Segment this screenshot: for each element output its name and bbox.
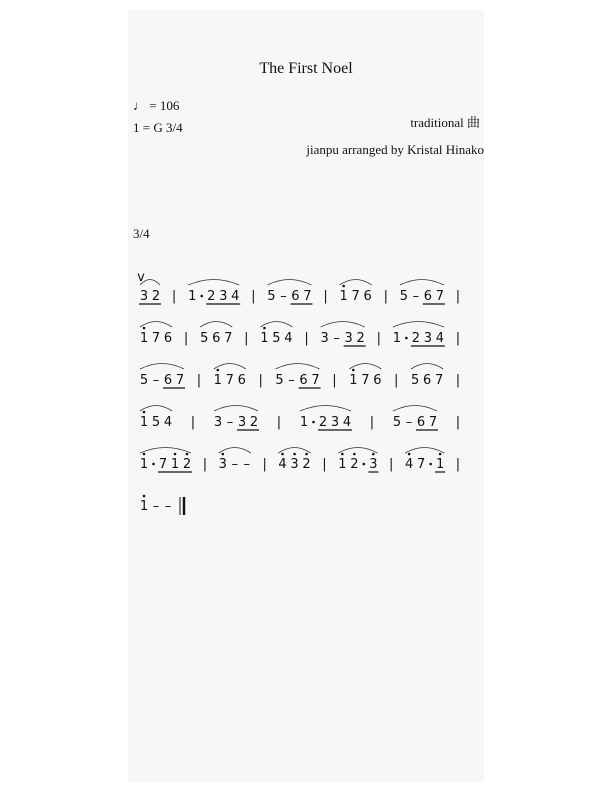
octave-dot xyxy=(143,453,146,456)
note-digit: 1 xyxy=(139,415,149,430)
note-digit: 6 xyxy=(373,373,382,388)
slur-arc xyxy=(200,322,232,328)
octave-dot xyxy=(143,495,146,498)
octave-dot xyxy=(174,453,177,456)
barline: | xyxy=(262,457,267,472)
note-digit: 2 xyxy=(356,331,365,346)
note-digit: 5 xyxy=(151,415,161,430)
breath-mark: v xyxy=(137,270,145,285)
note-digit: 5 xyxy=(275,373,284,388)
slur-arc xyxy=(140,322,172,328)
slur-arc xyxy=(188,280,239,286)
slur-arc xyxy=(140,364,184,370)
note-digit: 1 xyxy=(139,499,149,514)
note-digit: 3 xyxy=(423,331,433,346)
note-digit: 4 xyxy=(163,415,173,430)
note-digit: 3 xyxy=(219,289,228,304)
slur-arc xyxy=(340,280,372,286)
note-digit: 1 xyxy=(392,331,402,346)
note-digit: 7 xyxy=(224,331,233,346)
octave-dot xyxy=(305,453,308,456)
note-digit: 2 xyxy=(182,457,192,472)
octave-dot xyxy=(341,453,344,456)
time-signature: 3/4 xyxy=(133,226,150,241)
dash-extension: – xyxy=(333,331,340,346)
note-digit: 5 xyxy=(399,289,409,304)
barline: | xyxy=(332,373,337,388)
note-digit: 6 xyxy=(363,289,372,304)
dash-extension: – xyxy=(164,499,172,514)
dash-extension: – xyxy=(226,415,234,430)
dash-extension: – xyxy=(405,415,413,430)
octave-dot xyxy=(263,327,266,330)
note-digit: 3 xyxy=(320,331,329,346)
barline: | xyxy=(190,415,196,430)
slur-arc xyxy=(405,448,444,454)
dash-extension: – xyxy=(280,289,287,304)
note-digit: 6 xyxy=(291,289,300,304)
slur-arc xyxy=(276,364,320,370)
octave-dot xyxy=(216,369,219,372)
note-digit: 7 xyxy=(303,289,312,304)
barline: | xyxy=(304,331,309,346)
note-digit: 4 xyxy=(342,415,352,430)
barline: | xyxy=(202,457,208,472)
note-digit: 4 xyxy=(404,457,414,472)
barline: | xyxy=(183,331,189,346)
note-digit: 2 xyxy=(411,331,421,346)
note-digit: 6 xyxy=(299,373,308,388)
barline: | xyxy=(455,415,461,430)
note-digit: 6 xyxy=(163,373,173,388)
note-digit: 1 xyxy=(188,289,197,304)
barline: | xyxy=(276,415,282,430)
slur-arc xyxy=(214,406,258,412)
barline: | xyxy=(258,373,263,388)
note-digit: 7 xyxy=(416,457,426,472)
note-digit: 1 xyxy=(260,331,269,346)
tempo-value: = 106 xyxy=(149,98,180,113)
octave-dot xyxy=(143,327,146,330)
augmentation-dot xyxy=(363,463,366,466)
slur-arc xyxy=(300,406,351,412)
slur-arc xyxy=(393,406,437,412)
quarter-note-icon: ♩ xyxy=(133,98,146,113)
slur-arc xyxy=(338,448,377,454)
octave-dot xyxy=(281,453,284,456)
dash-extension: – xyxy=(231,457,239,472)
note-digit: 1 xyxy=(349,373,358,388)
note-digit: 1 xyxy=(139,331,149,346)
note-digit: 3 xyxy=(344,331,353,346)
dash-extension: – xyxy=(412,289,420,304)
barline: | xyxy=(455,289,461,304)
note-digit: 2 xyxy=(350,457,359,472)
note-digit: 2 xyxy=(151,289,161,304)
augmentation-dot xyxy=(429,463,432,466)
key-signature: 1 = G 3/4 xyxy=(133,120,183,135)
note-digit: 7 xyxy=(435,289,445,304)
song-title: The First Noel xyxy=(259,60,353,77)
octave-dot xyxy=(221,453,224,456)
dash-extension: – xyxy=(152,373,160,388)
note-digit: 3 xyxy=(290,457,299,472)
note-digit: 1 xyxy=(170,457,180,472)
augmentation-dot xyxy=(152,463,155,466)
note-digit: 4 xyxy=(284,331,293,346)
note-digit: 2 xyxy=(318,415,328,430)
barline: | xyxy=(196,373,202,388)
slur-arc xyxy=(140,448,191,454)
note-digit: 6 xyxy=(416,415,426,430)
augmentation-dot xyxy=(405,337,408,340)
note-digit: 7 xyxy=(151,331,161,346)
note-digit: 3 xyxy=(218,457,227,472)
note-digit: 5 xyxy=(139,373,149,388)
note-digit: 6 xyxy=(212,331,221,346)
note-digit: 7 xyxy=(434,373,444,388)
note-digit: 3 xyxy=(237,415,247,430)
note-digit: 6 xyxy=(423,289,433,304)
note-digit: 4 xyxy=(278,457,287,472)
note-digit: 7 xyxy=(351,289,360,304)
note-digit: 5 xyxy=(272,331,281,346)
barline: | xyxy=(394,373,399,388)
note-digit: 1 xyxy=(435,457,445,472)
slur-arc xyxy=(214,364,246,370)
note-digit: 3 xyxy=(369,457,378,472)
barline: | xyxy=(389,457,394,472)
note-digit: 2 xyxy=(207,289,216,304)
slur-arc xyxy=(321,322,365,328)
note-digit: 4 xyxy=(231,289,240,304)
note-digit: 5 xyxy=(200,331,209,346)
barline: | xyxy=(322,457,327,472)
note-digit: 5 xyxy=(267,289,276,304)
slur-arc xyxy=(400,280,444,286)
slur-arc xyxy=(219,448,251,454)
note-digit: 1 xyxy=(299,415,309,430)
octave-dot xyxy=(293,453,296,456)
composer-credit: traditional 曲 xyxy=(410,115,480,130)
note-digit: 2 xyxy=(302,457,311,472)
note-digit: 6 xyxy=(422,373,432,388)
octave-dot xyxy=(372,453,375,456)
octave-dot xyxy=(439,453,442,456)
slur-arc xyxy=(349,364,381,370)
note-digit: 7 xyxy=(361,373,370,388)
note-digit: 3 xyxy=(213,415,223,430)
augmentation-dot xyxy=(312,421,315,424)
dash-extension: – xyxy=(243,457,251,472)
octave-dot xyxy=(353,453,356,456)
note-digit: 3 xyxy=(139,289,149,304)
slur-arc xyxy=(260,322,292,328)
note-digit: 1 xyxy=(213,373,222,388)
dash-extension: – xyxy=(152,499,160,514)
note-digit: 7 xyxy=(175,373,185,388)
note-digit: 1 xyxy=(339,289,348,304)
barline: | xyxy=(244,331,249,346)
barline: | xyxy=(376,331,381,346)
note-digit: 6 xyxy=(163,331,173,346)
arranger-credit: jianpu arranged by Kristal Hinako xyxy=(306,142,484,157)
barline: | xyxy=(323,289,328,304)
octave-dot xyxy=(186,453,189,456)
barline: | xyxy=(251,289,256,304)
note-digit: 6 xyxy=(237,373,246,388)
octave-dot xyxy=(143,411,146,414)
note-digit: 5 xyxy=(392,415,402,430)
barline: | xyxy=(455,373,461,388)
note-digit: 1 xyxy=(139,457,149,472)
octave-dot xyxy=(342,285,345,288)
octave-dot xyxy=(408,453,411,456)
note-digit: 2 xyxy=(249,415,259,430)
note-digit: 7 xyxy=(311,373,320,388)
dash-extension: – xyxy=(288,373,295,388)
barline: | xyxy=(171,289,177,304)
barline: | xyxy=(455,457,461,472)
barline: | xyxy=(369,415,375,430)
note-digit: 5 xyxy=(410,373,420,388)
barline: | xyxy=(455,331,461,346)
slur-arc xyxy=(267,280,311,286)
note-digit: 4 xyxy=(435,331,445,346)
note-digit: 3 xyxy=(330,415,340,430)
octave-dot xyxy=(352,369,355,372)
note-digit: 7 xyxy=(158,457,168,472)
note-digit: 7 xyxy=(428,415,438,430)
barline: | xyxy=(383,289,388,304)
slur-arc xyxy=(411,364,443,370)
note-digit: 7 xyxy=(225,373,234,388)
augmentation-dot xyxy=(200,295,203,298)
slur-arc xyxy=(279,448,311,454)
note-digit: 1 xyxy=(338,457,347,472)
slur-arc xyxy=(140,406,172,412)
slur-arc xyxy=(393,322,444,328)
